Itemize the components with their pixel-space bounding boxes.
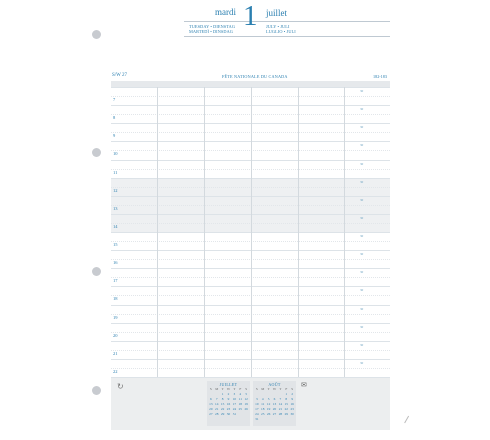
calendar-day: 9 xyxy=(291,397,294,401)
calendar-day: 28 xyxy=(215,412,219,416)
mini-calendar-title: AOÛT xyxy=(268,382,281,387)
calendar-day: 3 xyxy=(233,392,236,396)
weekday-label: S xyxy=(245,387,248,391)
minute-mark: 30 xyxy=(360,89,364,93)
week-number: S/W 27 xyxy=(112,73,128,78)
minute-mark: 30 xyxy=(360,342,364,347)
minute-mark: 30 xyxy=(360,125,364,130)
weekday-label: W xyxy=(226,387,231,391)
column-divider xyxy=(298,87,299,377)
hour-label: 16 xyxy=(113,260,118,266)
calendar-day: 21 xyxy=(215,407,219,411)
minute-mark: 30 xyxy=(360,252,364,257)
hour-label: 12 xyxy=(113,187,118,193)
day-number: 1 xyxy=(243,0,258,32)
day-name: mardi xyxy=(215,7,236,17)
calendar-day xyxy=(289,417,295,422)
weekday-label: T xyxy=(267,387,270,391)
weekday-label: M xyxy=(261,387,265,391)
weekday-label: F xyxy=(239,387,242,391)
column-divider xyxy=(157,87,158,377)
hour-label: 8 xyxy=(113,115,116,121)
calendar-day: 1 xyxy=(285,392,288,396)
calendar-day: 27 xyxy=(272,412,277,416)
calendar-day: 24 xyxy=(232,407,237,411)
calendar-day: 2 xyxy=(291,392,294,396)
hour-label: 11 xyxy=(113,169,118,175)
hour-label: 15 xyxy=(113,242,118,248)
calendar-day: 17 xyxy=(232,402,237,406)
calendar-day: 24 xyxy=(255,412,259,416)
weekday-label: S xyxy=(255,387,258,391)
month-translation: JULY • JULI xyxy=(266,24,290,29)
calendar-day: 30 xyxy=(290,412,294,416)
hour-label: 22 xyxy=(113,368,118,374)
calendar-day: 21 xyxy=(278,407,283,411)
weekday-label: T xyxy=(279,387,282,391)
weekday-label: W xyxy=(272,387,277,391)
calendar-day: 10 xyxy=(232,397,237,401)
minute-mark: 30 xyxy=(360,197,364,202)
page-tick-mark xyxy=(404,416,411,424)
weekday-label: F xyxy=(285,387,288,391)
calendar-day: 18 xyxy=(261,407,265,411)
header-rule-bottom xyxy=(184,36,390,37)
calendar-day: 20 xyxy=(272,407,277,411)
calendar-day: 8 xyxy=(285,397,288,401)
calendar-day: 1 xyxy=(221,392,224,396)
calendar-day: 6 xyxy=(273,397,276,401)
calendar-day: 15 xyxy=(284,402,288,406)
calendar-day: 7 xyxy=(279,397,282,401)
binder-hole xyxy=(92,267,101,276)
minute-mark: 30 xyxy=(360,360,364,365)
hour-label: 10 xyxy=(113,151,118,157)
calendar-day: 13 xyxy=(272,402,277,406)
column-divider xyxy=(204,87,205,377)
day-translation: MARTEDÌ • DINSDAG xyxy=(189,29,234,34)
mini-calendar-july xyxy=(207,381,250,426)
minute-mark: 30 xyxy=(360,306,364,311)
minute-mark: 30 xyxy=(360,161,364,166)
column-divider xyxy=(344,87,345,377)
calendar-day: 3 xyxy=(255,397,258,401)
calendar-day: 25 xyxy=(261,412,265,416)
calendar-day: 8 xyxy=(221,397,224,401)
calendar-day: 4 xyxy=(261,397,264,401)
holiday-label: FÊTE NATIONALE DU CANADA xyxy=(222,74,288,79)
calendar-week-row xyxy=(207,412,250,417)
calendar-week-row xyxy=(253,417,296,422)
mail-icon: ✉ xyxy=(301,381,307,389)
minute-mark: 30 xyxy=(360,143,364,148)
calendar-day: 14 xyxy=(278,402,283,406)
binder-hole xyxy=(92,148,101,157)
hour-label: 9 xyxy=(113,133,116,139)
column-divider xyxy=(251,87,252,377)
mini-calendar-title: JUILLET xyxy=(219,382,238,387)
minute-mark: 30 xyxy=(360,179,364,184)
calendar-day: 12 xyxy=(266,402,271,406)
hour-label: 18 xyxy=(113,296,118,302)
calendar-day: 20 xyxy=(209,407,213,411)
calendar-day: 19 xyxy=(266,407,271,411)
calendar-day: 23 xyxy=(290,407,294,411)
calendar-day: 11 xyxy=(261,402,265,406)
hour-label: 14 xyxy=(113,223,118,229)
calendar-day: 26 xyxy=(244,407,248,411)
minute-mark: 30 xyxy=(360,270,364,275)
calendar-day: 26 xyxy=(266,412,271,416)
calendar-day: 5 xyxy=(267,397,270,401)
calendar-day: 9 xyxy=(227,397,230,401)
minute-mark: 30 xyxy=(360,324,364,329)
hour-label: 19 xyxy=(113,314,118,320)
calendar-day: 30 xyxy=(226,412,231,416)
mini-calendar-august xyxy=(253,381,296,426)
calendar-day: 18 xyxy=(238,402,242,406)
minute-mark: 30 xyxy=(360,215,364,220)
calendar-day: 31 xyxy=(255,417,259,421)
binder-hole xyxy=(92,30,101,39)
calendar-day: 14 xyxy=(215,402,219,406)
calendar-day: 2 xyxy=(227,392,230,396)
calendar-day: 29 xyxy=(284,412,288,416)
month-name: juillet xyxy=(266,8,287,18)
day-count: 182-183 xyxy=(373,74,387,79)
calendar-day: 27 xyxy=(209,412,213,416)
calendar-day: 11 xyxy=(238,397,242,401)
calendar-day: 19 xyxy=(244,402,248,406)
weekday-label: S xyxy=(291,387,294,391)
hour-label: 7 xyxy=(113,97,116,103)
calendar-day: 29 xyxy=(220,412,225,416)
footer-panel xyxy=(111,378,390,430)
month-translation: LUGLIO • JULI xyxy=(266,29,296,34)
minute-mark: 30 xyxy=(360,107,364,112)
calendar-day: 10 xyxy=(255,402,259,406)
minute-mark: 30 xyxy=(360,234,364,238)
reload-icon: ↻ xyxy=(117,382,124,391)
calendar-day: 15 xyxy=(220,402,225,406)
calendar-day: 25 xyxy=(238,407,242,411)
calendar-day: 7 xyxy=(215,397,218,401)
calendar-day: 17 xyxy=(255,407,259,411)
calendar-day: 16 xyxy=(290,402,294,406)
calendar-day: 13 xyxy=(209,402,213,406)
calendar-day xyxy=(243,412,249,417)
calendar-day: 4 xyxy=(239,392,242,396)
day-translation: TUESDAY • DIENSTAG xyxy=(189,24,236,29)
calendar-day: 28 xyxy=(278,412,283,416)
calendar-day: 23 xyxy=(226,407,231,411)
hour-label: 20 xyxy=(113,332,118,338)
hour-label: 21 xyxy=(113,350,118,356)
calendar-day: 12 xyxy=(244,397,248,401)
calendar-day: 5 xyxy=(245,392,248,396)
calendar-day: 16 xyxy=(226,402,231,406)
weekday-label: S xyxy=(209,387,212,391)
calendar-day: 6 xyxy=(209,397,212,401)
weekday-label: T xyxy=(233,387,236,391)
binder-hole xyxy=(92,386,101,395)
calendar-day: 22 xyxy=(284,407,288,411)
hour-label: 17 xyxy=(113,278,118,284)
minute-mark: 30 xyxy=(360,288,364,293)
header-rule-top xyxy=(184,21,390,22)
weekday-label: M xyxy=(215,387,219,391)
calendar-day: 22 xyxy=(220,407,225,411)
weekday-label: T xyxy=(221,387,224,391)
hour-label: 13 xyxy=(113,205,118,211)
schedule-grid xyxy=(111,87,390,377)
calendar-day: 31 xyxy=(232,412,237,416)
